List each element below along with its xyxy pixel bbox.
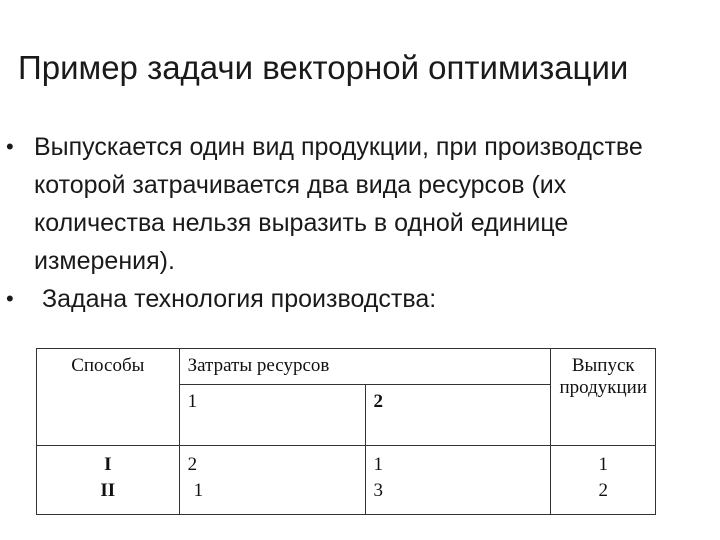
row2-resource-2: 3 xyxy=(373,479,384,501)
header-methods: Способы xyxy=(37,349,180,446)
row2-output: 2 xyxy=(598,479,608,501)
bullet-text-1: Выпускается один вид продукции, при производстве которой затрачивается два вида ресурсов (их количества нельзя выразить в одной единице измерения). xyxy=(34,133,643,275)
row1-output: 1 xyxy=(598,453,608,475)
row1-resource-2: 1 xyxy=(373,453,384,475)
header-resource-2: 2 xyxy=(365,384,551,445)
row1-resource-1: 2 xyxy=(187,453,198,475)
method-2: II xyxy=(100,479,116,501)
slide-title: Пример задачи векторной оптимизации xyxy=(18,49,629,86)
table-row xyxy=(37,445,656,514)
bullet-dot-icon: • xyxy=(6,286,14,311)
table-header-row xyxy=(37,349,656,385)
row2-resource-1: 1 xyxy=(193,479,204,501)
bullet-item-2 xyxy=(0,280,720,318)
cell-resource-1 xyxy=(179,445,365,514)
bullet-text-2: Задана технология производства: xyxy=(42,285,437,313)
technology-table xyxy=(36,348,656,515)
header-resource-1: 1 xyxy=(179,384,365,445)
bullet-dot-icon: • xyxy=(6,134,14,159)
cell-resource-2 xyxy=(365,445,551,514)
cell-methods xyxy=(37,445,180,514)
header-costs: Затраты ресурсов xyxy=(179,349,551,385)
method-1: I xyxy=(104,453,112,475)
header-output: Выпуск продукции xyxy=(551,349,656,446)
cell-output xyxy=(551,445,656,514)
bullet-list xyxy=(0,128,720,318)
bullet-item-1 xyxy=(0,128,720,280)
